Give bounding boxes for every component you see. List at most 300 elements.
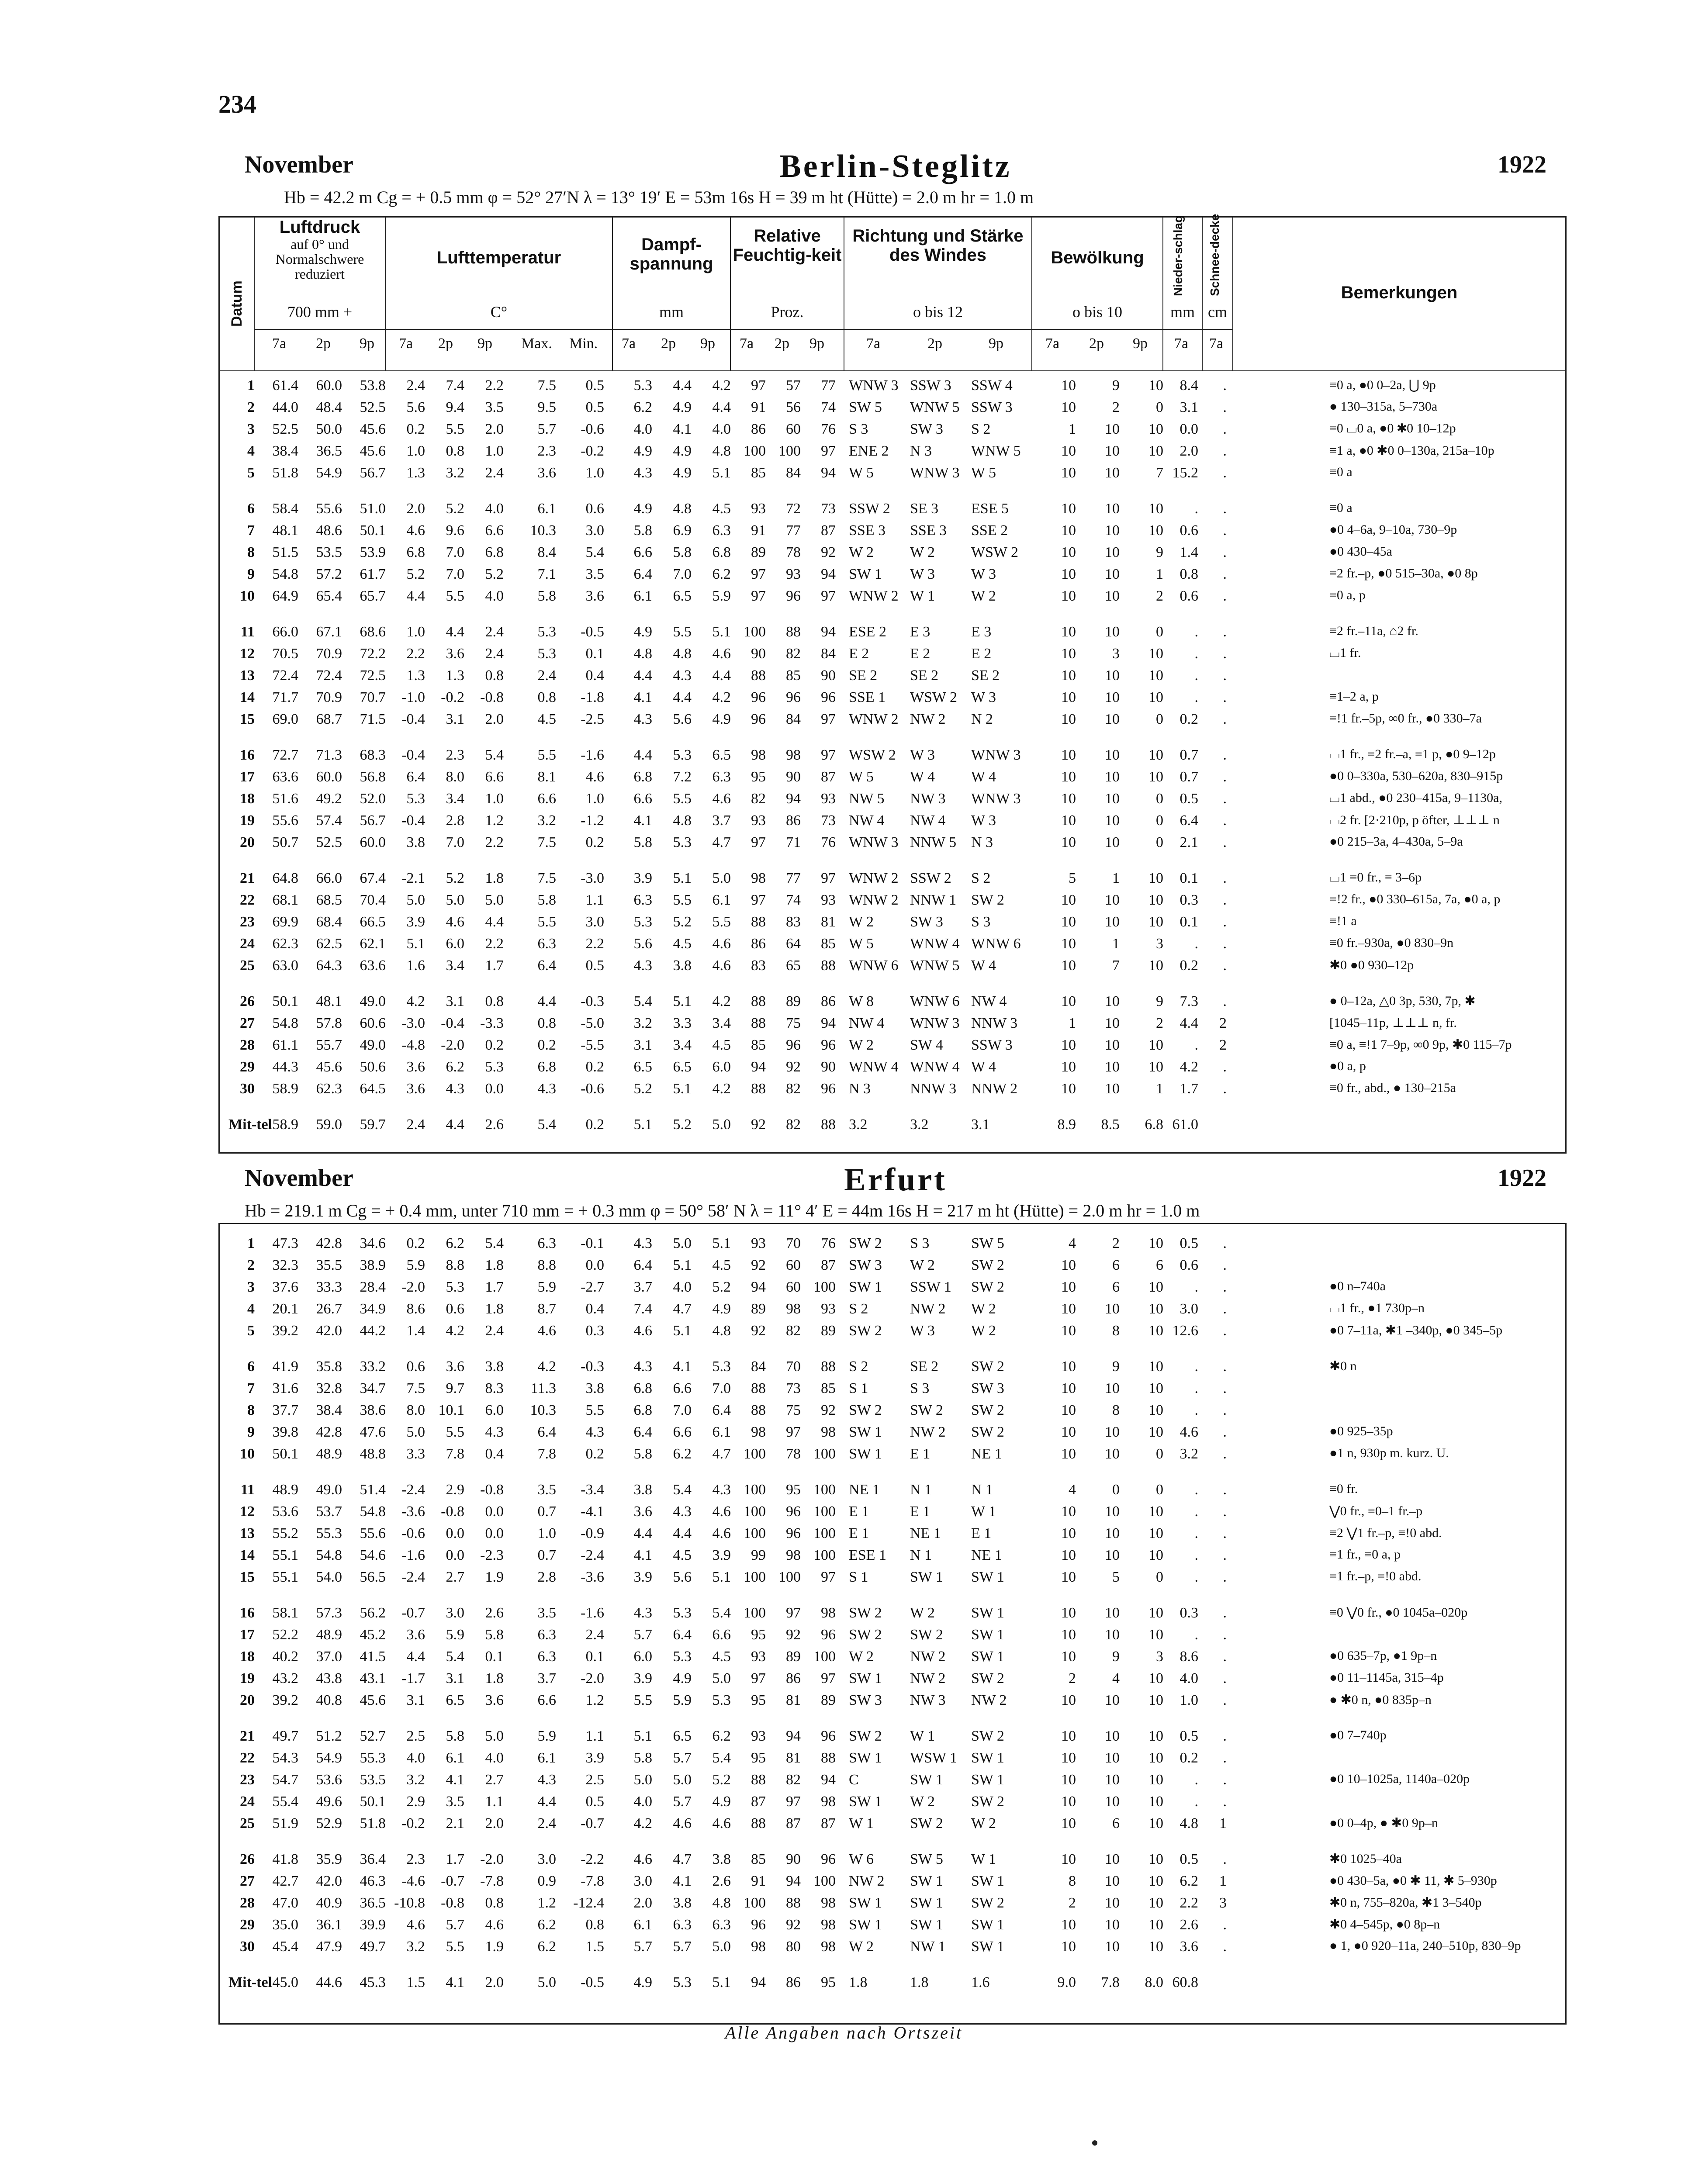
value-cell: . — [1194, 1627, 1198, 1643]
value-cell: 56.7 — [360, 812, 386, 829]
remark-cell: ✱0 1025–40a — [1329, 1852, 1402, 1866]
value-cell: 45.2 — [360, 1627, 386, 1643]
value-cell: 4.2 — [712, 689, 731, 705]
value-cell: 0.1 — [485, 1648, 504, 1665]
value-cell: 100 — [813, 1525, 836, 1541]
value-cell: -0.7 — [401, 1605, 425, 1621]
date-cell: 10 — [240, 1446, 255, 1462]
table-row — [220, 1725, 1565, 1747]
value-cell: 10 — [1148, 1670, 1163, 1686]
value-cell: 96 — [751, 689, 766, 705]
value-cell: 94 — [751, 1059, 766, 1075]
value-cell: 5.3 — [537, 624, 556, 640]
value-cell: -0.2 — [581, 443, 604, 459]
value-cell: 82 — [786, 646, 801, 662]
value-cell: 3.1 — [633, 1037, 652, 1053]
value-cell: 5.0 — [485, 892, 504, 908]
value-cell: 10 — [1061, 465, 1076, 481]
value-cell: 2.4 — [537, 667, 556, 684]
value-cell: . — [1223, 1380, 1227, 1396]
erfurt-table — [218, 1223, 1567, 2025]
value-cell: 7.5 — [537, 377, 556, 394]
date-cell: 28 — [240, 1895, 255, 1911]
value-cell: 6.8 — [633, 1380, 652, 1396]
value-cell: 5.8 — [537, 588, 556, 604]
value-cell: 3.6 — [446, 646, 464, 662]
value-cell: 87 — [821, 522, 836, 539]
date-cell: Mit-tel — [228, 1116, 273, 1133]
berlin-year: 1922 — [1498, 151, 1546, 178]
value-cell: 3.4 — [446, 791, 464, 807]
value-cell: 5.8 — [633, 1750, 652, 1766]
value-cell: SSW 2 — [910, 870, 951, 886]
value-cell: . — [1223, 957, 1227, 974]
table-row — [220, 397, 1565, 418]
value-cell: 10 — [1061, 624, 1076, 640]
value-cell: 4.6 — [485, 1917, 504, 1933]
value-cell: 0.8 — [485, 667, 504, 684]
value-cell: 34.9 — [360, 1301, 386, 1317]
value-cell: 49.0 — [360, 1037, 386, 1053]
remark-cell: ⌴1 ≡0 fr., ≡ 3–6p — [1329, 870, 1422, 885]
value-cell: E 1 — [910, 1446, 930, 1462]
table-row — [220, 810, 1565, 832]
value-cell: 0.1 — [1180, 870, 1198, 886]
date-cell: 10 — [240, 588, 255, 604]
value-cell: SW 2 — [971, 1728, 1004, 1744]
value-cell: 94 — [821, 1772, 836, 1788]
value-cell: 0.6 — [446, 1301, 464, 1317]
value-cell: 3.2 — [406, 1772, 425, 1788]
value-cell: 10.3 — [530, 1402, 556, 1418]
value-cell: 8.7 — [537, 1301, 556, 1317]
value-cell: 73 — [786, 1380, 801, 1396]
value-cell: SSW 1 — [910, 1279, 951, 1295]
value-cell: 88 — [751, 1081, 766, 1097]
value-cell: SW 2 — [849, 1728, 882, 1744]
value-cell: 96 — [821, 1037, 836, 1053]
date-cell: 22 — [240, 1750, 255, 1766]
value-cell: 6.4 — [673, 1627, 692, 1643]
value-cell: 3.6 — [537, 465, 556, 481]
value-cell: 3.8 — [673, 957, 692, 974]
value-cell: 7.8 — [446, 1446, 464, 1462]
value-cell: 88 — [821, 1750, 836, 1766]
value-cell: 10 — [1061, 1605, 1076, 1621]
feucht-label: Relative Feuchtig-keit — [733, 226, 842, 265]
value-cell: 1 — [1219, 1873, 1227, 1889]
value-cell: 88 — [751, 914, 766, 930]
value-cell: 88 — [751, 1015, 766, 1031]
remark-cell: ●0 n–740a — [1329, 1279, 1386, 1293]
value-cell: 98 — [786, 1301, 801, 1317]
value-cell: W 1 — [910, 1728, 935, 1744]
table-row — [220, 1421, 1565, 1443]
value-cell: 4.6 — [712, 957, 731, 974]
value-cell: 65.7 — [360, 588, 386, 604]
value-cell: 4.6 — [446, 914, 464, 930]
value-cell: 3.6 — [633, 1503, 652, 1520]
value-cell: W 1 — [849, 1815, 874, 1832]
value-cell: 0.2 — [537, 1037, 556, 1053]
value-cell: 74 — [821, 399, 836, 415]
value-cell: 6.1 — [446, 1750, 464, 1766]
value-cell: 20.1 — [272, 1301, 298, 1317]
value-cell: 0.2 — [585, 1116, 604, 1133]
value-cell: 3.2 — [537, 812, 556, 829]
value-cell: 4.6 — [633, 1323, 652, 1339]
value-cell: 3.5 — [446, 1794, 464, 1810]
value-cell: 4.6 — [406, 1917, 425, 1933]
date-cell: 6 — [247, 1358, 255, 1375]
value-cell: 88 — [751, 1815, 766, 1832]
value-cell: 55.6 — [360, 1525, 386, 1541]
value-cell: 4.1 — [633, 1547, 652, 1563]
value-cell: 4.0 — [633, 421, 652, 437]
value-cell: 53.6 — [316, 1772, 342, 1788]
value-cell: 10.1 — [438, 1402, 464, 1418]
value-cell: 3.9 — [406, 914, 425, 930]
page-number: 234 — [218, 90, 256, 118]
value-cell: . — [1223, 501, 1227, 517]
value-cell: E 3 — [971, 624, 992, 640]
value-cell: 5.8 — [485, 1627, 504, 1643]
value-cell: N 1 — [971, 1482, 993, 1498]
value-cell: 45.6 — [360, 421, 386, 437]
value-cell: 10 — [1061, 1627, 1076, 1643]
value-cell: 5.5 — [446, 1424, 464, 1440]
value-cell: 0 — [1156, 1446, 1163, 1462]
value-cell: 88 — [786, 624, 801, 640]
value-cell: 3 — [1156, 936, 1163, 952]
value-cell: 85 — [751, 465, 766, 481]
luftdruck-label: Luftdruck — [279, 218, 360, 237]
value-cell: 2 — [1156, 1015, 1163, 1031]
value-cell: 8.0 — [406, 1402, 425, 1418]
value-cell: 60.0 — [316, 377, 342, 394]
value-cell: 71.7 — [272, 689, 298, 705]
value-cell: SW 5 — [971, 1235, 1004, 1251]
value-cell: SW 3 — [849, 1257, 882, 1273]
value-cell: 10 — [1148, 1750, 1163, 1766]
value-cell: 8.1 — [537, 769, 556, 785]
value-cell: NW 4 — [971, 993, 1007, 1009]
value-cell: 4.9 — [673, 399, 692, 415]
wind-label: Richtung und Stärke des Windes — [852, 226, 1024, 265]
value-cell: SW 1 — [971, 1569, 1004, 1585]
remark-cell: [1045–11p, ⊥⊥⊥ n, fr. — [1329, 1016, 1457, 1030]
remark-cell: ●1 n, 930p m. kurz. U. — [1329, 1446, 1449, 1460]
value-cell: . — [1223, 566, 1227, 582]
value-cell: 3.2 — [910, 1116, 929, 1133]
value-cell: 10 — [1061, 1059, 1076, 1075]
value-cell: 0.7 — [537, 1503, 556, 1520]
value-cell: 1.0 — [406, 624, 425, 640]
value-cell: 5.8 — [633, 1446, 652, 1462]
table-row — [220, 585, 1565, 607]
value-cell: 37.0 — [316, 1648, 342, 1665]
value-cell: 4.4 — [406, 1648, 425, 1665]
value-cell: 95 — [751, 1692, 766, 1708]
value-cell: NW 4 — [849, 812, 885, 829]
remark-cell: ●0 635–7p, ●1 9p–n — [1329, 1648, 1437, 1663]
obs-label: 2p — [438, 335, 453, 352]
berlin-params: Hb = 42.2 m Cg = + 0.5 mm φ = 52° 27′N λ = 13° 19′ E = 53m 16s H = 39 m ht (Hütte) = 2.0 m hr = 1.0 m — [284, 187, 1034, 207]
value-cell: 82 — [786, 1772, 801, 1788]
value-cell: 10 — [1148, 914, 1163, 930]
date-cell: 15 — [240, 711, 255, 727]
value-cell: SW 2 — [971, 1895, 1004, 1911]
value-cell: E 2 — [971, 646, 992, 662]
value-cell: W 1 — [910, 588, 935, 604]
value-cell: 35.0 — [272, 1917, 298, 1933]
value-cell: 99 — [751, 1547, 766, 1563]
value-cell: 66.5 — [360, 914, 386, 930]
value-cell: 4.8 — [1180, 1815, 1198, 1832]
value-cell: W 2 — [849, 544, 874, 560]
value-cell: 3.7 — [633, 1279, 652, 1295]
value-cell: 53.9 — [360, 544, 386, 560]
value-cell: 1.5 — [406, 1974, 425, 1990]
value-cell: SW 1 — [849, 1895, 882, 1911]
value-cell: . — [1223, 1059, 1227, 1075]
value-cell: 4.4 — [633, 1525, 652, 1541]
value-cell: 93 — [751, 1235, 766, 1251]
date-cell: 3 — [247, 421, 255, 437]
value-cell: . — [1223, 689, 1227, 705]
table-row — [220, 1078, 1565, 1100]
value-cell: 62.1 — [360, 936, 386, 952]
value-cell: S 2 — [971, 421, 991, 437]
value-cell: -1.7 — [401, 1670, 425, 1686]
value-cell: 4.6 — [585, 769, 604, 785]
value-cell: 92 — [786, 1059, 801, 1075]
value-cell: SSE 2 — [971, 522, 1008, 539]
value-cell: 48.6 — [316, 522, 342, 539]
value-cell: 10 — [1148, 892, 1163, 908]
value-cell: 2.0 — [485, 421, 504, 437]
value-cell: 2.7 — [485, 1772, 504, 1788]
value-cell: 5.9 — [673, 1692, 692, 1708]
value-cell: 26.7 — [316, 1301, 342, 1317]
value-cell: 90 — [821, 1059, 836, 1075]
value-cell: 2.4 — [485, 1323, 504, 1339]
value-cell: ENE 2 — [849, 443, 889, 459]
value-cell: 5.4 — [712, 1750, 731, 1766]
value-cell: . — [1223, 421, 1227, 437]
value-cell: 5.5 — [446, 1939, 464, 1955]
obs-label: 9p — [700, 335, 715, 352]
value-cell: SW 1 — [910, 1895, 943, 1911]
value-cell: . — [1223, 936, 1227, 952]
date-cell: 23 — [240, 914, 255, 930]
value-cell: 90 — [786, 1851, 801, 1867]
value-cell: 4.1 — [673, 421, 692, 437]
remark-cell: ●0 7–740p — [1329, 1728, 1387, 1742]
obs-label: Max. — [521, 335, 552, 352]
value-cell: 88 — [786, 1895, 801, 1911]
value-cell: . — [1223, 544, 1227, 560]
value-cell: 0.8 — [485, 1895, 504, 1911]
value-cell: 6.1 — [537, 501, 556, 517]
value-cell: E 2 — [910, 646, 930, 662]
value-cell: 1.2 — [585, 1692, 604, 1708]
value-cell: 5.7 — [673, 1939, 692, 1955]
remark-cell: ●0 430–5a, ●0 ✱ 11, ✱ 5–930p — [1329, 1873, 1497, 1888]
value-cell: 52.2 — [272, 1627, 298, 1643]
table-row — [220, 462, 1565, 484]
value-cell: SW 5 — [910, 1851, 943, 1867]
value-cell: 100 — [813, 1446, 836, 1462]
date-cell: 7 — [247, 1380, 255, 1396]
value-cell: 0.3 — [585, 1323, 604, 1339]
value-cell: 8.4 — [537, 544, 556, 560]
value-cell: 6.5 — [712, 747, 731, 763]
value-cell: 71.5 — [360, 711, 386, 727]
dampf-label: Dampf-spannung — [630, 235, 713, 273]
value-cell: 94 — [821, 566, 836, 582]
value-cell: 6.4 — [633, 1257, 652, 1273]
value-cell: 93 — [751, 501, 766, 517]
value-cell: 10 — [1105, 501, 1120, 517]
value-cell: 2 — [1156, 588, 1163, 604]
value-cell: 58.4 — [272, 501, 298, 517]
value-cell: N 2 — [971, 711, 993, 727]
value-cell: 100 — [744, 1569, 766, 1585]
value-cell: W 3 — [971, 812, 996, 829]
value-cell: 2.0 — [485, 1974, 504, 1990]
value-cell: 10 — [1148, 1301, 1163, 1317]
value-cell: 50.1 — [272, 993, 298, 1009]
date-cell: 2 — [247, 1257, 255, 1273]
value-cell: 4.4 — [1180, 1015, 1198, 1031]
value-cell: WNW 3 — [971, 791, 1021, 807]
value-cell: 64.3 — [316, 957, 342, 974]
value-cell: -0.8 — [480, 689, 504, 705]
value-cell: 10 — [1148, 1772, 1163, 1788]
value-cell: 47.3 — [272, 1235, 298, 1251]
date-cell: 24 — [240, 936, 255, 952]
value-cell: 55.7 — [316, 1037, 342, 1053]
date-cell: 28 — [240, 1037, 255, 1053]
value-cell: 77 — [821, 377, 836, 394]
value-cell: 47.6 — [360, 1424, 386, 1440]
remark-cell: ≡0 a, ●0 0–2a, ⋃ 9p — [1329, 378, 1436, 392]
value-cell: . — [1223, 1605, 1227, 1621]
value-cell: 5.7 — [446, 1917, 464, 1933]
value-cell: . — [1223, 914, 1227, 930]
value-cell: 6.4 — [633, 566, 652, 582]
value-cell: 7.5 — [537, 870, 556, 886]
value-cell: 1.7 — [485, 1279, 504, 1295]
value-cell: 10 — [1105, 443, 1120, 459]
value-cell: 3.5 — [537, 1605, 556, 1621]
value-cell: -2.2 — [581, 1851, 604, 1867]
value-cell: 5.5 — [673, 791, 692, 807]
value-cell: 52.5 — [316, 834, 342, 850]
value-cell: -0.2 — [401, 1815, 425, 1832]
value-cell: 10 — [1148, 870, 1163, 886]
value-cell: 35.5 — [316, 1257, 342, 1273]
value-cell: 44.6 — [316, 1974, 342, 1990]
value-cell: W 5 — [849, 936, 874, 952]
value-cell: 52.0 — [360, 791, 386, 807]
value-cell: 69.0 — [272, 711, 298, 727]
value-cell: 5.1 — [673, 1081, 692, 1097]
remark-cell: ●0 0–330a, 530–620a, 830–915p — [1329, 769, 1503, 783]
value-cell: 92 — [786, 1627, 801, 1643]
value-cell: 10 — [1061, 377, 1076, 394]
value-cell: NW 3 — [910, 791, 946, 807]
value-cell: 0.2 — [1180, 1750, 1198, 1766]
table-row — [220, 1276, 1565, 1298]
obs-label: 2p — [1089, 335, 1104, 352]
nieder-unit: mm — [1170, 303, 1195, 321]
value-cell: . — [1194, 689, 1198, 705]
value-cell: 84 — [821, 646, 836, 662]
value-cell: 6.8 — [712, 544, 731, 560]
value-cell: 2.2 — [406, 646, 425, 662]
table-row — [220, 1356, 1565, 1378]
value-cell: 82 — [786, 1081, 801, 1097]
table-row — [220, 621, 1565, 643]
value-cell: 45.6 — [360, 1692, 386, 1708]
value-cell: 54.8 — [316, 1547, 342, 1563]
value-cell: 4.3 — [633, 1605, 652, 1621]
value-cell: 96 — [786, 689, 801, 705]
value-cell: 100 — [744, 1446, 766, 1462]
value-cell: SSW 2 — [849, 501, 890, 517]
value-cell: 2.4 — [406, 377, 425, 394]
value-cell: 6.2 — [537, 1917, 556, 1933]
value-cell: 6 — [1112, 1257, 1120, 1273]
value-cell: 75 — [786, 1015, 801, 1031]
value-cell: SE 3 — [910, 501, 939, 517]
value-cell: 10 — [1105, 1547, 1120, 1563]
value-cell: 51.8 — [272, 465, 298, 481]
value-cell: 3.8 — [673, 1895, 692, 1911]
value-cell: 0.0 — [485, 1081, 504, 1097]
date-cell: 14 — [240, 689, 255, 705]
value-cell: 88 — [751, 1380, 766, 1396]
value-cell: 5.7 — [633, 1939, 652, 1955]
table-row — [220, 1501, 1565, 1523]
value-cell: 9 — [1156, 993, 1163, 1009]
wind-unit: o bis 12 — [913, 303, 963, 321]
value-cell: 5.0 — [485, 1728, 504, 1744]
value-cell: 4.6 — [712, 1525, 731, 1541]
value-cell: NW 4 — [849, 1015, 885, 1031]
value-cell: W 1 — [971, 1503, 996, 1520]
value-cell: 97 — [821, 711, 836, 727]
value-cell: 3.6 — [1180, 1939, 1198, 1955]
value-cell: 10 — [1148, 1728, 1163, 1744]
value-cell: 4.1 — [673, 1358, 692, 1375]
remark-cell: ≡0 a, ≡!1 7–9p, ∞0 9p, ✱0 115–7p — [1329, 1037, 1512, 1052]
berlin-header — [245, 151, 1546, 186]
value-cell: 69.9 — [272, 914, 298, 930]
value-cell: 5.1 — [712, 624, 731, 640]
date-cell: 29 — [240, 1917, 255, 1933]
value-cell: 33.2 — [360, 1358, 386, 1375]
value-cell: 5.6 — [673, 1569, 692, 1585]
value-cell: 3.1 — [446, 711, 464, 727]
value-cell: 10 — [1061, 914, 1076, 930]
value-cell: 98 — [751, 1424, 766, 1440]
value-cell: 4.2 — [537, 1358, 556, 1375]
value-cell: 5.0 — [446, 892, 464, 908]
table-row — [220, 1479, 1565, 1501]
